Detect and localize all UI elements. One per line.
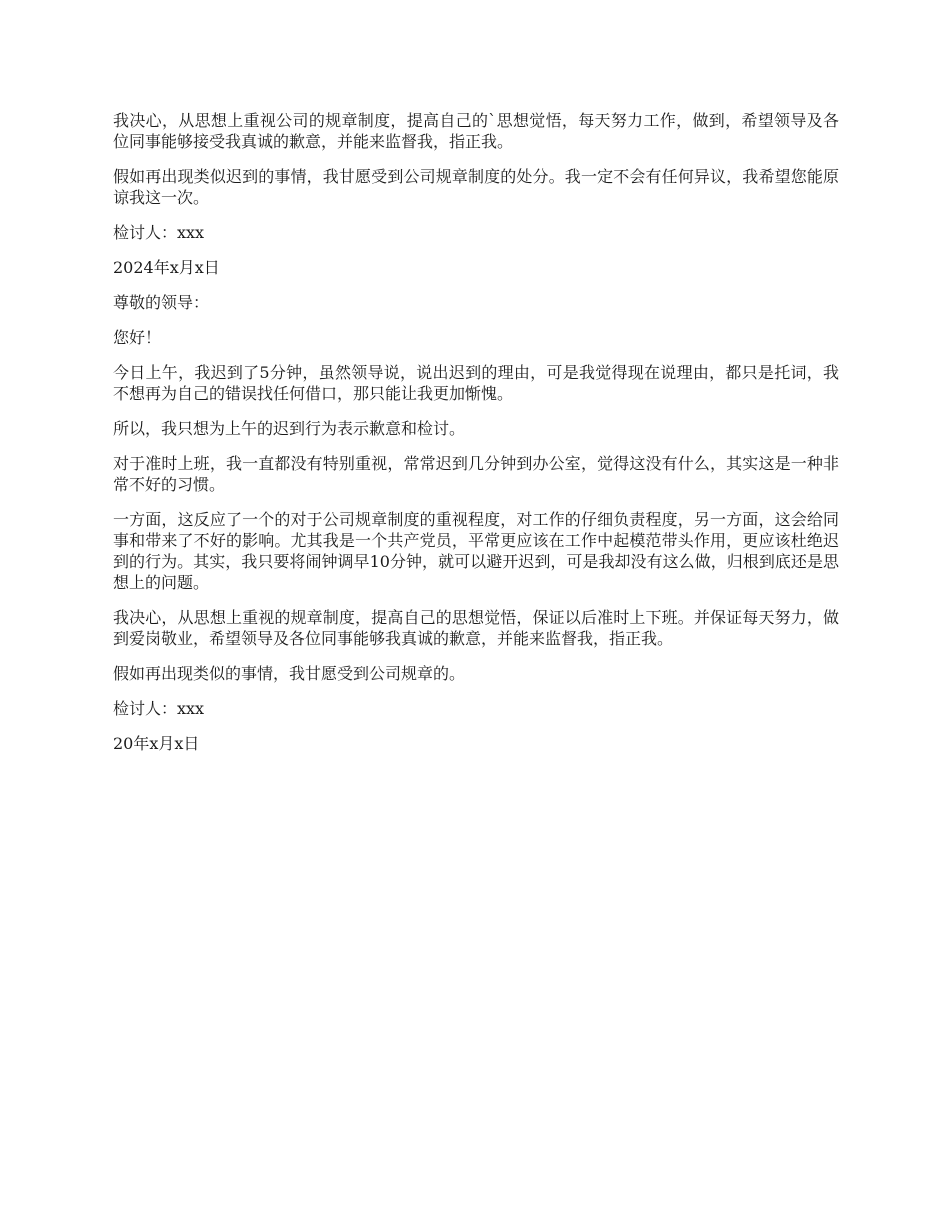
paragraph-reflection: 一方面，这反应了一个的对于公司规章制度的重视程度，对工作的仔细负责程度，另一方面，这会给同事和带来了不好的影响。尤其我是一个共产党员，平常更应该在工作中起模范带头作用，更应该杜绝迟到的行为。其实，我只要将闹钟调早10分钟，就可以避开迟到，可是我却没有这么做，归根到底还是思想上的问题。	[113, 510, 839, 592]
salutation: 尊敬的领导：	[113, 293, 210, 312]
paragraph-resolve: 我决心，从思想上重视公司的规章制度，提高自己的`思想觉悟，每天努力工作，做到，希望领导及各位同事能够接受我真诚的歉意，并能来监督我，指正我。	[113, 111, 839, 151]
paragraph-consequence: 假如再出现类似的事情，我甘愿受到公司规章的。	[113, 664, 466, 683]
paragraph-acceptance: 假如再出现类似迟到的事情，我甘愿受到公司规章制度的处分。我一定不会有任何异议，我希望您能原谅我这一次。	[113, 167, 839, 207]
greeting: 您好！	[113, 328, 162, 347]
paragraph-commitment: 我决心，从思想上重视的规章制度，提高自己的思想觉悟，保证以后准时上下班。并保证每天努力，做到爱岗敬业，希望领导及各位同事能够我真诚的歉意，并能来监督我，指正我。	[113, 608, 839, 648]
signature-line: 检讨人：xxx	[113, 223, 205, 242]
date-line: 20年x月x日	[113, 734, 200, 753]
document-body	[113, 110, 839, 768]
paragraph-apology: 所以，我只想为上午的迟到行为表示歉意和检讨。	[113, 419, 466, 438]
date-line: 2024年x月x日	[113, 258, 220, 277]
paragraph-incident: 今日上午，我迟到了5分钟，虽然领导说，说出迟到的理由，可是我觉得现在说理由，都只是托词，我不想再为自己的错误找任何借口，那只能让我更加惭愧。	[113, 363, 839, 403]
paragraph-habit: 对于准时上班，我一直都没有特别重视，常常迟到几分钟到办公室，觉得这没有什么，其实这是一种非常不好的习惯。	[113, 454, 839, 494]
signature-line: 检讨人：xxx	[113, 699, 205, 718]
